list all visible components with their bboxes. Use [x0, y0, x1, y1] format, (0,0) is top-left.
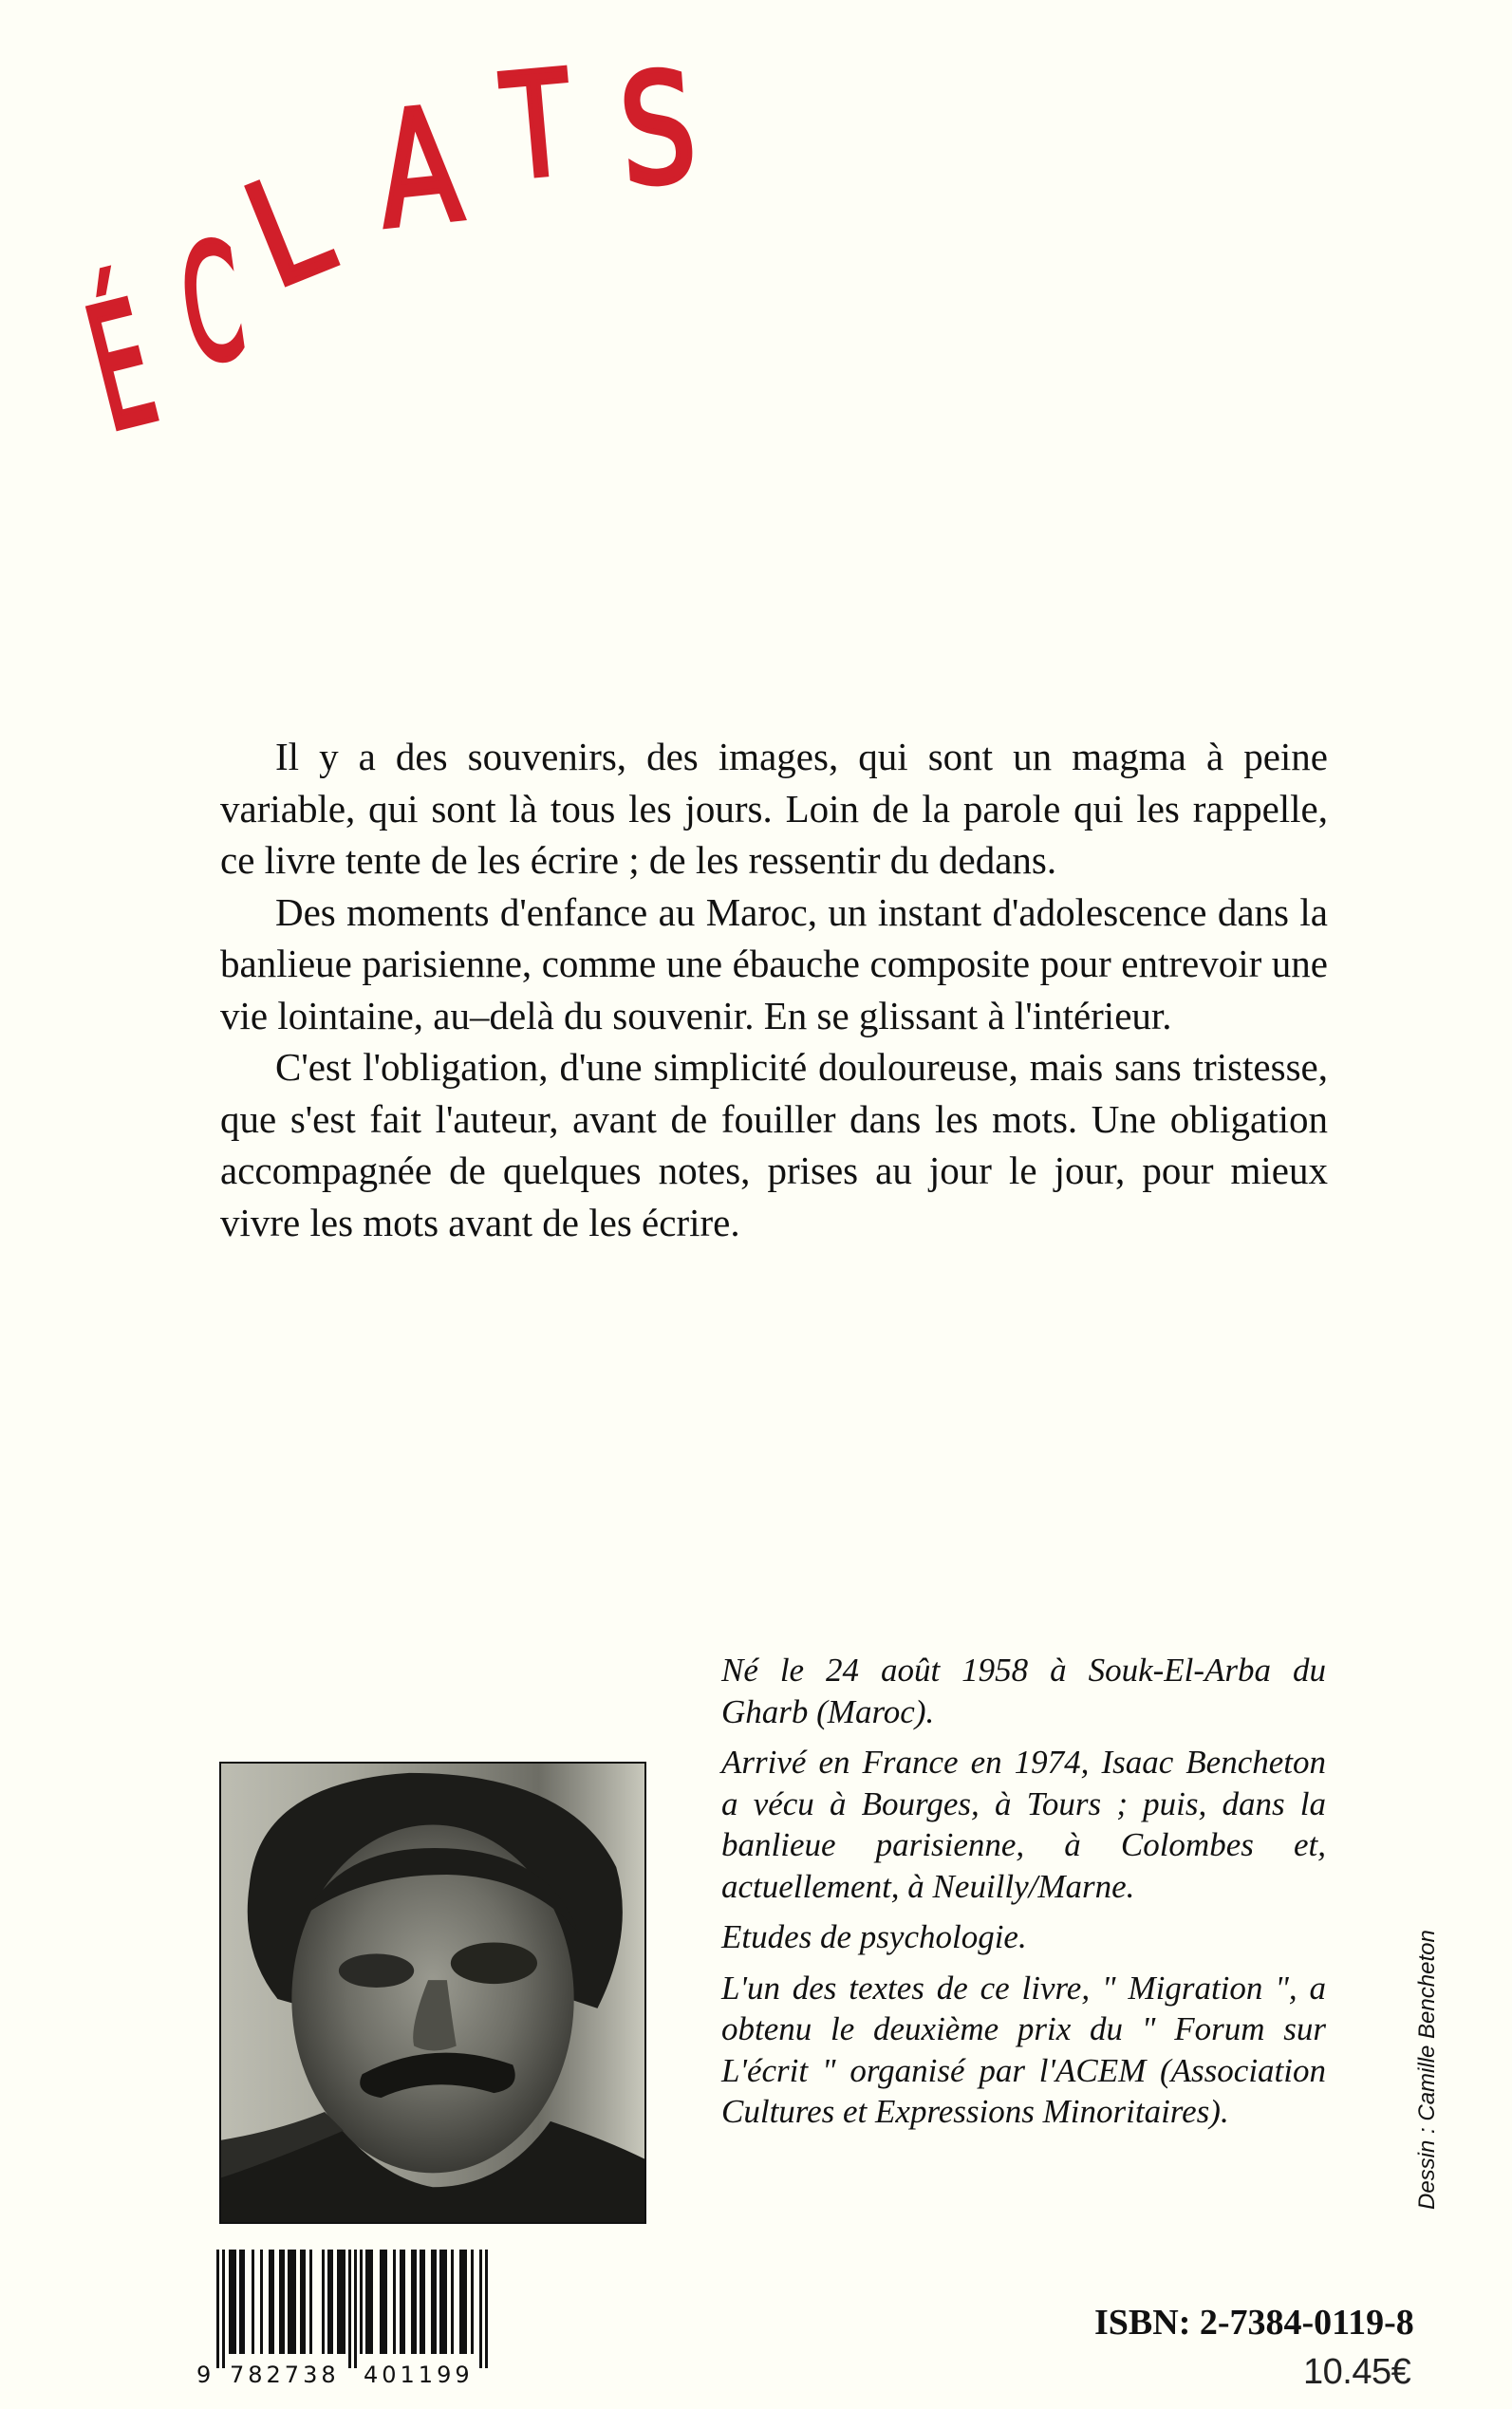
illustration-credit: Dessin : Camille Bencheton: [1414, 1930, 1440, 2210]
title-letter-t: T: [497, 41, 577, 212]
barcode-right-digits: 401199: [364, 2362, 474, 2388]
title-letter-l: L: [226, 141, 351, 320]
barcode-left-digits: 782738: [230, 2362, 340, 2388]
blurb-paragraph: Des moments d'enfance au Maroc, un instant d'adolescence dans la banlieue parisienne, comme une ébauche composite pour entrevoir une vie lointaine, au–delà du souvenir. En se glissant à l'intérieur.: [220, 889, 1328, 1037]
author-portrait-image: [221, 1764, 644, 2222]
author-photo: [219, 1762, 646, 2224]
author-bio: [721, 1650, 1326, 2142]
bio-paragraph: Etudes de psychologie.: [721, 1918, 1027, 1955]
isbn-barcode: [195, 2250, 498, 2392]
back-cover-blurb: [220, 731, 1328, 1248]
title-letter-a: A: [369, 73, 469, 263]
bio-paragraph: L'un des textes de ce livre, " Migration ", a obtenu le deuxième prix du " Forum sur L'écrit " organisé par l'ACEM (Association Cultures et Expressions Minoritaires).: [721, 1969, 1326, 2130]
bio-paragraph: Arrivé en France en 1974, Isaac Bencheton a vécu à Bourges, à Tours ; puis, dans la banlieue parisienne, à Colombes et, actuellement, à Neuilly/Marne.: [721, 1744, 1326, 1905]
bio-paragraph: Né le 24 août 1958 à Souk-El-Arba du Gharb (Maroc).: [721, 1652, 1326, 1730]
isbn-number: ISBN: 2-7384-0119-8: [1094, 2303, 1414, 2343]
blurb-paragraph: C'est l'obligation, d'une simplicité douloureuse, mais sans tristesse, que s'est fait l'auteur, avant de fouiller dans les mots. Une obligation accompagnée de quelques notes, prises au jour le jour, pour mieux vivre les mots avant de les écrire.: [220, 1045, 1328, 1244]
price-label: 10.45€: [1303, 2352, 1411, 2392]
title-letter-e: É: [70, 265, 173, 470]
title-letter-c: C: [170, 207, 254, 401]
barcode-icon: [195, 2250, 498, 2392]
title-letter-s: S: [614, 40, 701, 220]
barcode-first-digit: 9: [196, 2362, 212, 2388]
blurb-paragraph: Il y a des souvenirs, des images, qui sont un magma à peine variable, qui sont là tous les jours. Loin de la parole qui les rappelle, ce livre tente de les écrire ; de les ressentir du dedans.: [220, 735, 1328, 882]
book-title: [0, 0, 759, 494]
